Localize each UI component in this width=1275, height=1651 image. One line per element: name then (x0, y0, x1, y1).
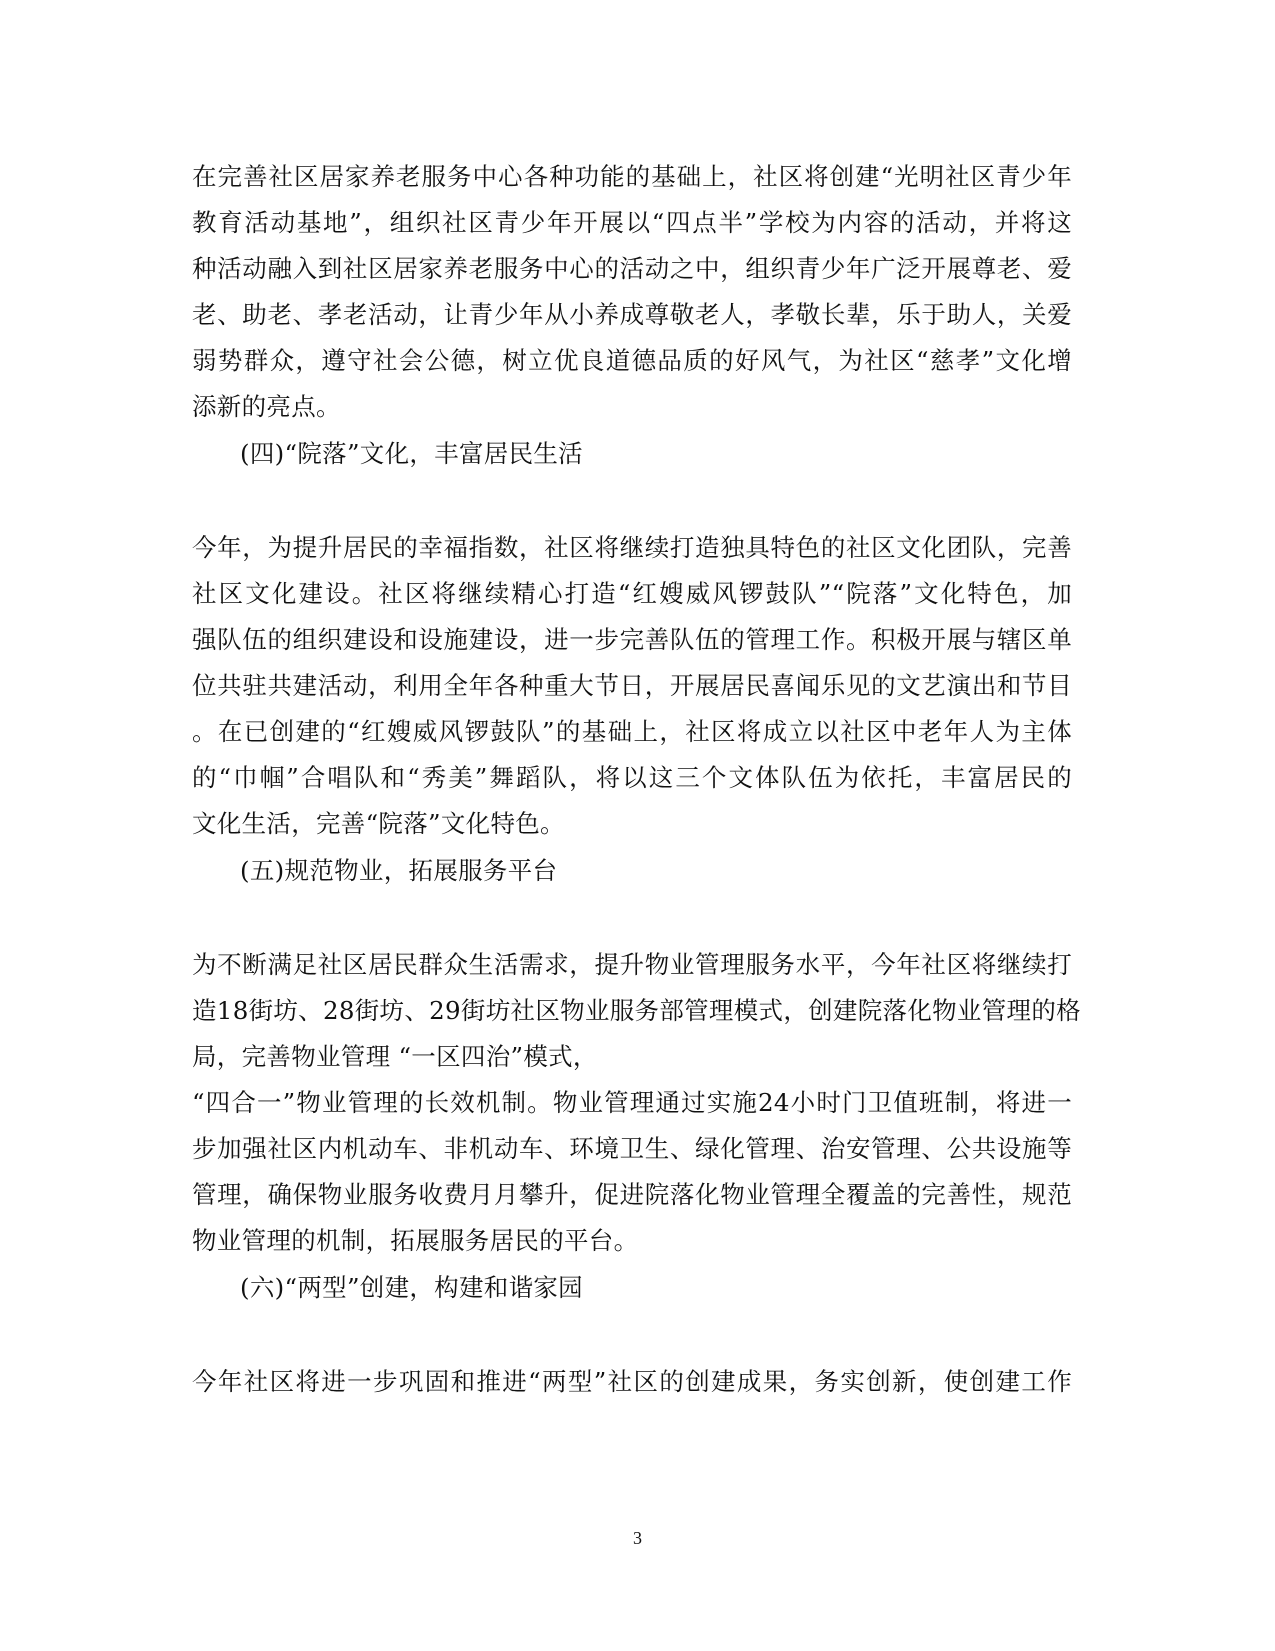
text-line: 今年社区将进一步巩固和推进“两型”社区的创建成果，务实创新，使创建工作 (192, 1367, 1072, 1396)
text-line: 造18街坊、28街坊、29街坊社区物业服务部管理模式，创建院落化物业管理的格 (192, 996, 1081, 1025)
section-heading: (四)“院落”文化，丰富居民生活 (240, 439, 583, 468)
text-line: 在完善社区居家养老服务中心各种功能的基础上，社区将创建“光明社区青少年 (192, 162, 1072, 191)
text-line: 管理，确保物业服务收费月月攀升，促进院落化物业管理全覆盖的完善性，规范 (192, 1180, 1072, 1209)
text-line: 。在已创建的“红嫂威风锣鼓队”的基础上，社区将成立以社区中老年人为主体 (192, 717, 1072, 746)
section-heading: (六)“两型”创建，构建和谐家园 (240, 1273, 583, 1302)
text-line: 为不断满足社区居民群众生活需求，提升物业管理服务水平，今年社区将继续打 (192, 950, 1072, 979)
text-line: 弱势群众，遵守社会公德，树立优良道德品质的好风气，为社区“慈孝”文化增 (192, 346, 1072, 375)
text-line: 局，完善物业管理 “一区四治”模式， (192, 1042, 598, 1071)
page-number: 3 (633, 1528, 642, 1548)
text-line: 今年，为提升居民的幸福指数，社区将继续打造独具特色的社区文化团队，完善 (192, 533, 1072, 562)
text-line: 文化生活，完善“院落”文化特色。 (192, 809, 565, 838)
text-line: 强队伍的组织建设和设施建设，进一步完善队伍的管理工作。积极开展与辖区单 (192, 625, 1072, 654)
text-line: 老、助老、孝老活动，让青少年从小养成尊敬老人，孝敬长辈，乐于助人，关爱 (192, 300, 1072, 329)
section-heading: (五)规范物业，拓展服务平台 (240, 856, 558, 885)
text-line: 社区文化建设。社区将继续精心打造“红嫂威风锣鼓队”“院落”文化特色，加 (192, 579, 1072, 608)
text-line: 种活动融入到社区居家养老服务中心的活动之中，组织青少年广泛开展尊老、爱 (192, 254, 1072, 283)
text-line: 添新的亮点。 (192, 392, 341, 421)
text-line: “四合一”物业管理的长效机制。物业管理通过实施24小时门卫值班制，将进一 (192, 1088, 1072, 1117)
text-line: 教育活动基地”，组织社区青少年开展以“四点半”学校为内容的活动，并将这 (192, 208, 1072, 237)
text-line: 位共驻共建活动，利用全年各种重大节日，开展居民喜闻乐见的文艺演出和节目 (192, 671, 1072, 700)
text-line: 步加强社区内机动车、非机动车、环境卫生、绿化管理、治安管理、公共设施等 (192, 1134, 1072, 1163)
text-line: 物业管理的机制，拓展服务居民的平台。 (192, 1226, 639, 1255)
text-line: 的“巾帼”合唱队和“秀美”舞蹈队，将以这三个文体队伍为依托，丰富居民的 (192, 763, 1072, 792)
